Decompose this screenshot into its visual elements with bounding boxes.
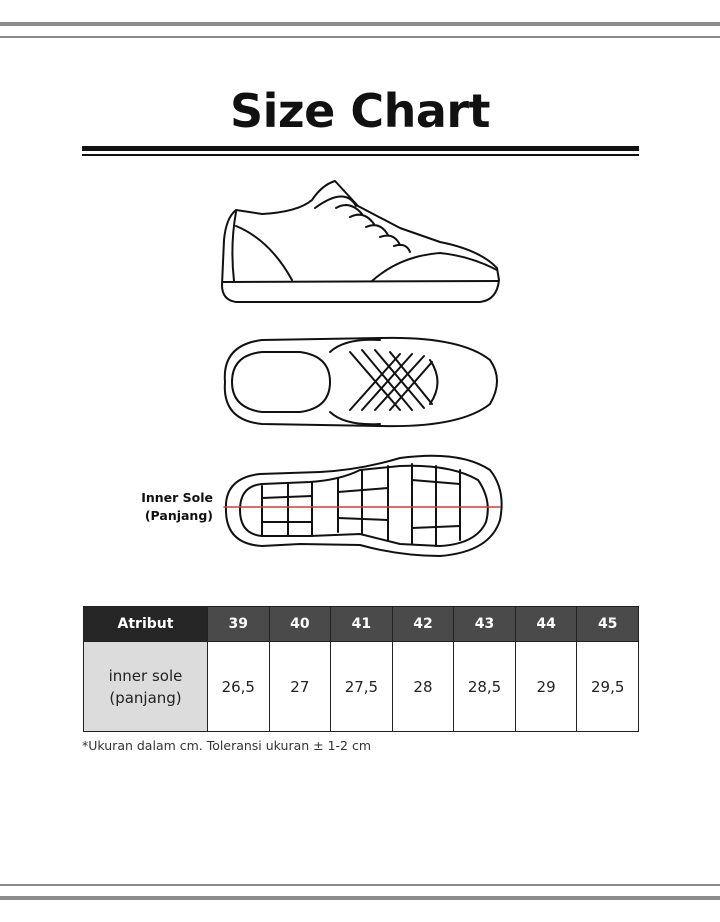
header-size: 42 <box>392 607 454 642</box>
tolerance-note: *Ukuran dalam cm. Toleransi ukuran ± 1-2 cm <box>82 738 372 753</box>
size-value-cell: 26,5 <box>208 642 270 732</box>
size-table-header-row <box>84 607 639 642</box>
row-label-inner-sole <box>84 642 208 732</box>
shoe-side-view-icon <box>222 181 499 302</box>
header-size: 43 <box>454 607 516 642</box>
inner-sole-label-line2: (Panjang) <box>144 508 213 523</box>
size-value-cell: 29 <box>515 642 577 732</box>
header-size: 45 <box>577 607 639 642</box>
top-frame-rule-inner <box>0 36 720 38</box>
title-underline-thin <box>82 154 639 156</box>
row-label-line2: (panjang) <box>109 688 182 707</box>
size-value-cell: 27,5 <box>331 642 393 732</box>
row-label-line1: inner sole <box>108 666 183 685</box>
page-title: Size Chart <box>229 84 491 138</box>
shoe-illustrations <box>0 170 720 570</box>
header-size: 39 <box>208 607 270 642</box>
size-value-cell: 29,5 <box>577 642 639 732</box>
header-size: 40 <box>269 607 331 642</box>
header-atribut: Atribut <box>84 607 208 642</box>
shoe-sole-view-icon <box>224 456 502 556</box>
size-value-cell: 28,5 <box>454 642 516 732</box>
shoe-top-view-icon <box>225 338 497 426</box>
inner-sole-label <box>141 489 213 525</box>
title-underline-thick <box>82 146 639 151</box>
size-table <box>83 606 639 732</box>
header-size: 44 <box>515 607 577 642</box>
inner-sole-label-line1: Inner Sole <box>141 490 213 505</box>
size-value-cell: 28 <box>392 642 454 732</box>
bottom-frame-rule-inner <box>0 884 720 886</box>
header-size: 41 <box>331 607 393 642</box>
top-frame-rule-outer <box>0 22 720 26</box>
bottom-frame-rule-outer <box>0 896 720 900</box>
size-value-cell: 27 <box>269 642 331 732</box>
table-row <box>84 642 639 732</box>
